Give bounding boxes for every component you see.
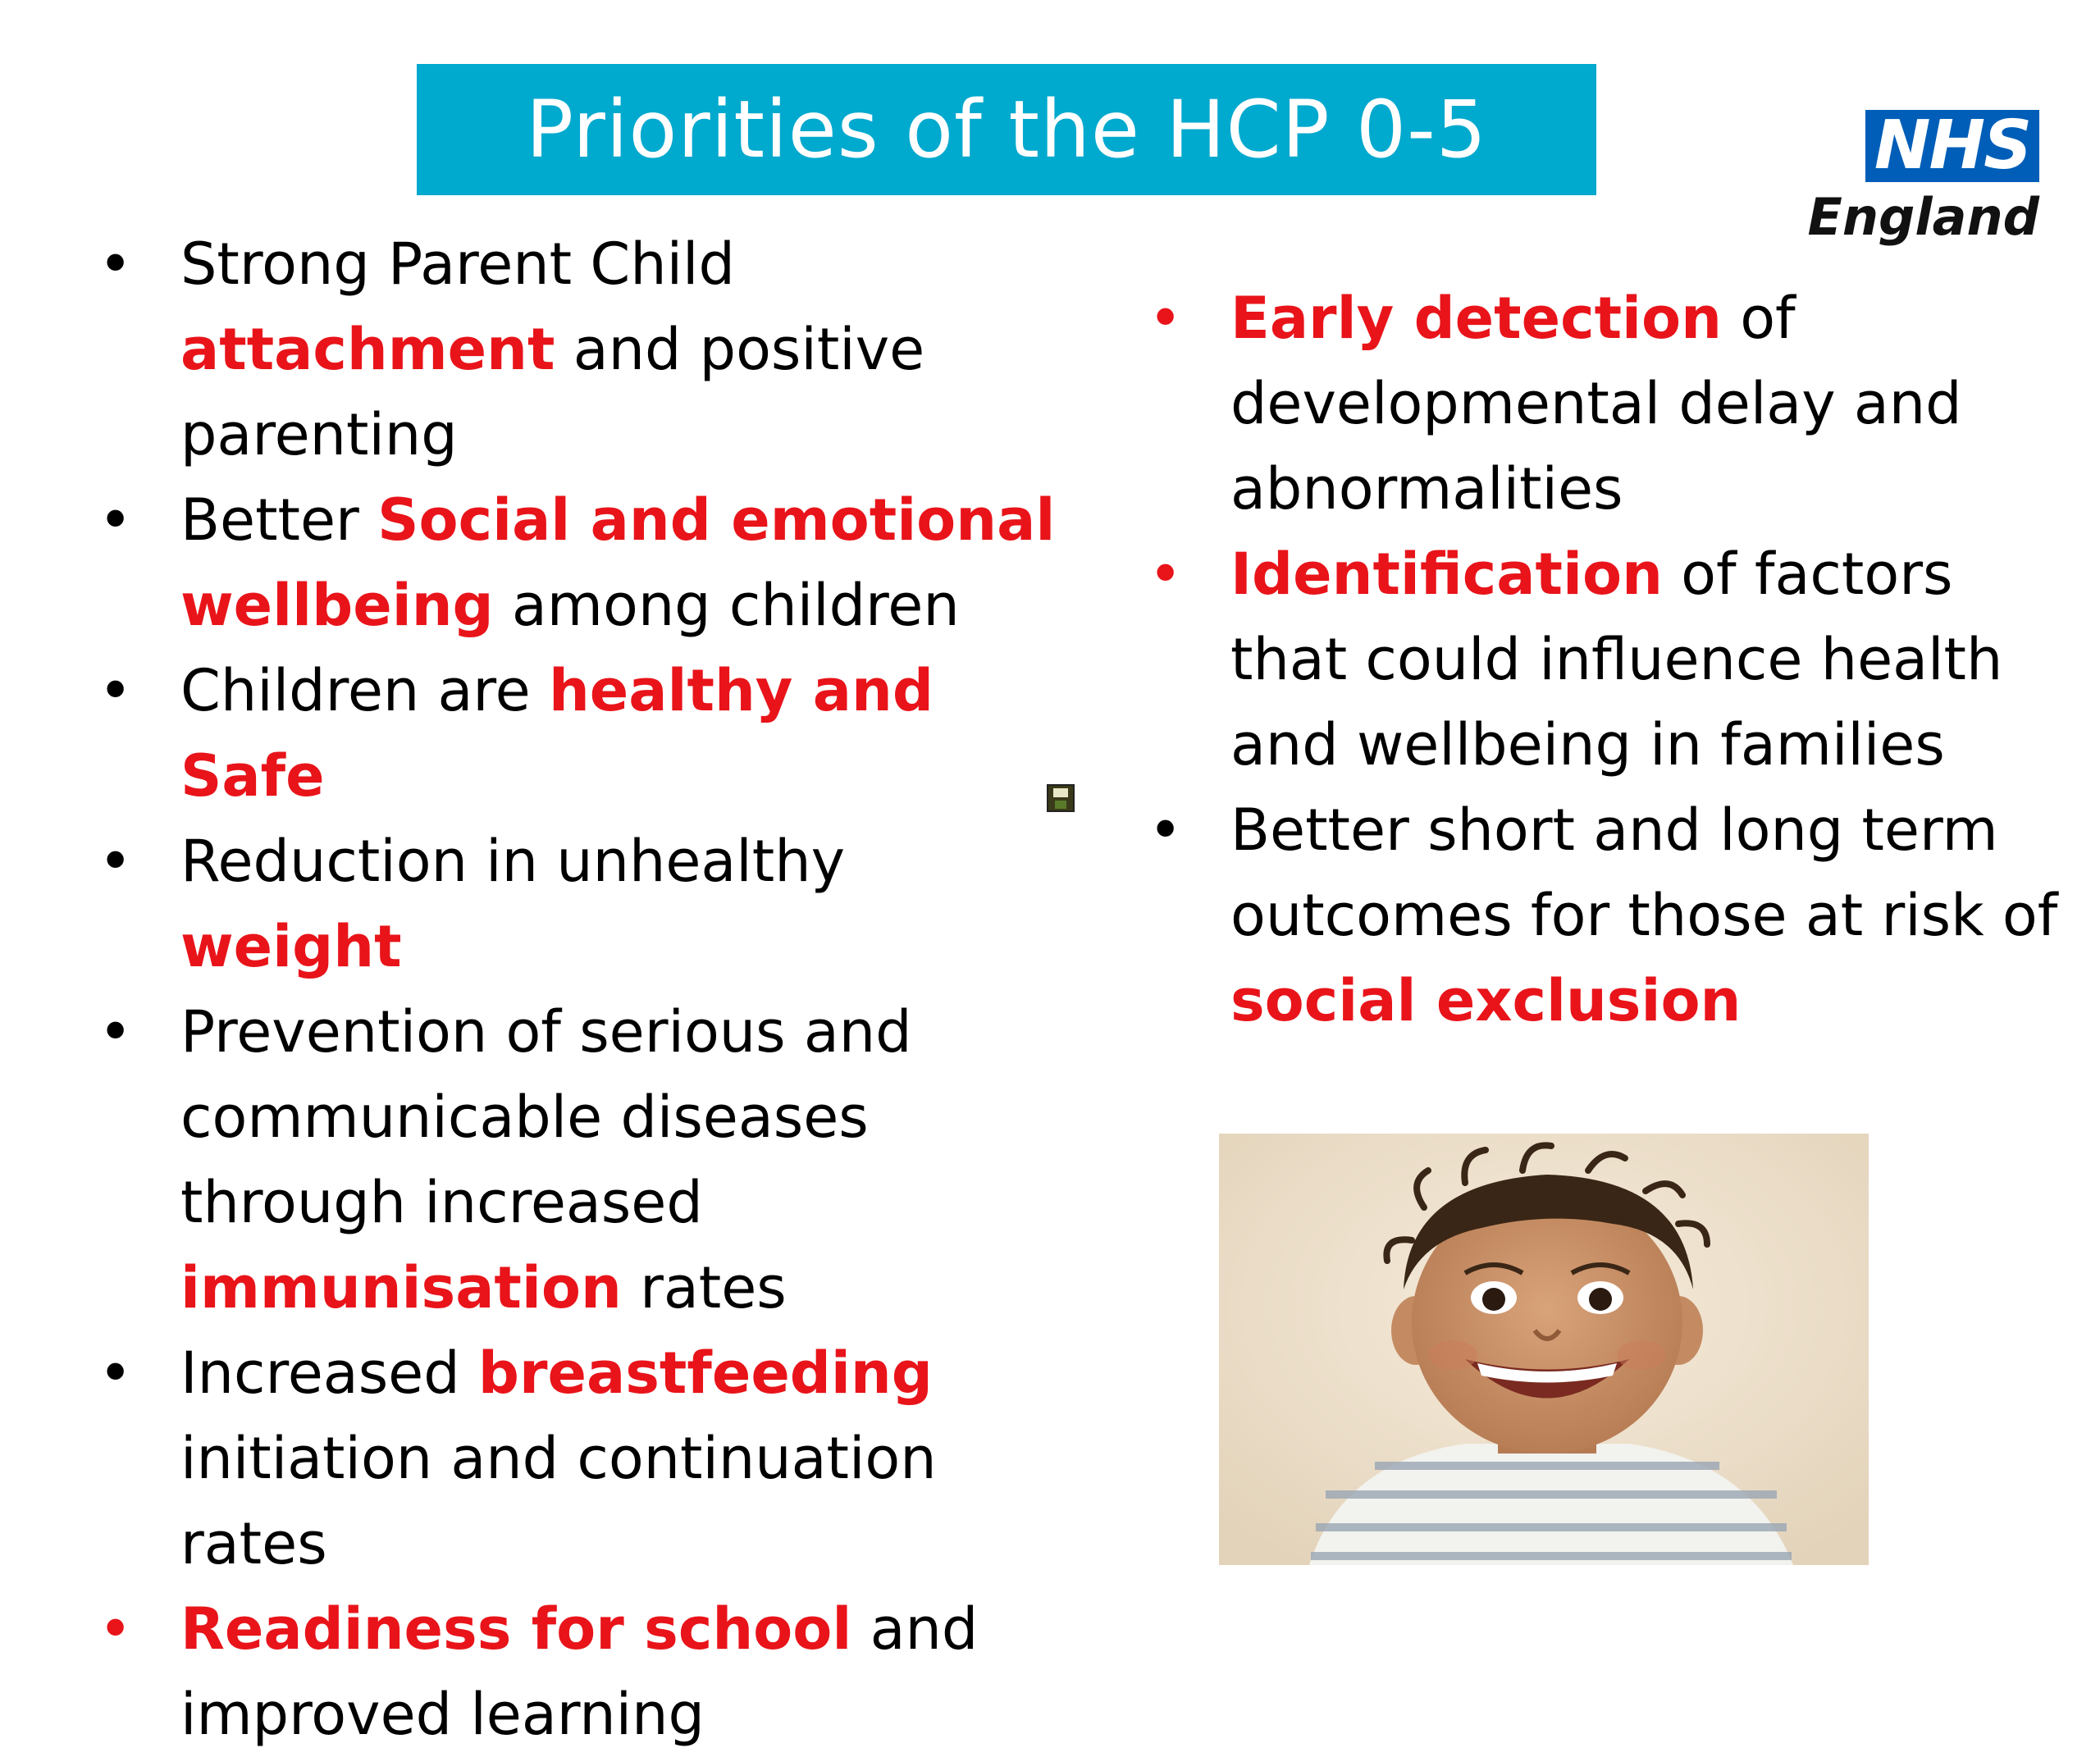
item-text: Children are — [180, 657, 549, 724]
title-bar — [417, 64, 1596, 195]
child-photo — [1219, 1134, 1869, 1565]
item-text: Prevention of serious and communicable diseases through increased — [180, 998, 912, 1236]
item-text: Better — [180, 486, 378, 554]
highlight-text: breastfeeding — [477, 1339, 933, 1407]
list-item — [98, 1586, 1083, 1757]
nhs-logo-box — [1865, 107, 2039, 185]
item-text: and improved learning — [180, 1595, 979, 1748]
highlight-text: immunisation — [180, 1254, 622, 1321]
list-item — [98, 477, 1083, 648]
item-text: Increased — [180, 1339, 478, 1407]
bullet-icon: • — [98, 828, 133, 895]
bullet-icon: • — [1148, 796, 1183, 864]
bullet-icon: • — [98, 1595, 133, 1663]
bullet-icon: • — [98, 230, 133, 298]
highlight-text: Social and emotional wellbeing — [180, 486, 1056, 639]
list-item — [98, 221, 1083, 477]
highlight-text: Identification — [1230, 541, 1663, 608]
highlight-text: social exclusion — [1230, 967, 1742, 1034]
list-item — [1148, 532, 2084, 787]
item-text: among children — [493, 572, 960, 639]
nhs-logo-mark: NHS — [1874, 107, 2031, 185]
bullet-icon: • — [98, 998, 133, 1066]
highlight-text: Early detection — [1230, 285, 1722, 352]
bullet-icon: • — [98, 486, 133, 554]
right-priority-list — [1148, 276, 2084, 1043]
nhs-logo-subtitle: England — [1807, 187, 2039, 247]
list-item — [98, 648, 1083, 819]
list-item — [98, 1330, 1083, 1586]
item-text: rates — [621, 1254, 787, 1321]
bullet-icon: • — [98, 657, 133, 724]
highlight-text: healthy and Safe — [180, 657, 934, 810]
child-photo-illustration — [1219, 1134, 1869, 1565]
item-text: of factors that could influence health and wellbeing in families — [1230, 541, 2003, 778]
item-text: initiation and continuation rates — [180, 1425, 937, 1577]
item-text: of developmental delay and abnormalities — [1230, 285, 1962, 523]
highlight-text: weight — [180, 913, 402, 980]
bullet-icon: • — [1148, 541, 1183, 608]
item-text: Strong Parent Child — [180, 230, 735, 298]
highlight-text: Readiness for school — [180, 1595, 852, 1663]
list-item — [1148, 787, 2084, 1043]
list-item — [98, 989, 1083, 1330]
list-item — [98, 819, 1083, 989]
bullet-icon: • — [98, 1339, 133, 1407]
left-priority-list — [98, 221, 1083, 1757]
nhs-england-logo — [1805, 107, 2039, 249]
page-title: Priorities of the HCP 0-5 — [526, 84, 1487, 176]
item-text: and positive parenting — [180, 316, 925, 468]
bullet-icon: • — [1148, 285, 1183, 352]
list-item — [1148, 276, 2084, 532]
item-text: Reduction in unhealthy — [180, 828, 845, 895]
item-text: Better short and long term outcomes for those at risk of — [1230, 796, 2058, 949]
highlight-text: attachment — [180, 316, 555, 383]
floppy-disk-icon[interactable] — [1047, 784, 1075, 812]
